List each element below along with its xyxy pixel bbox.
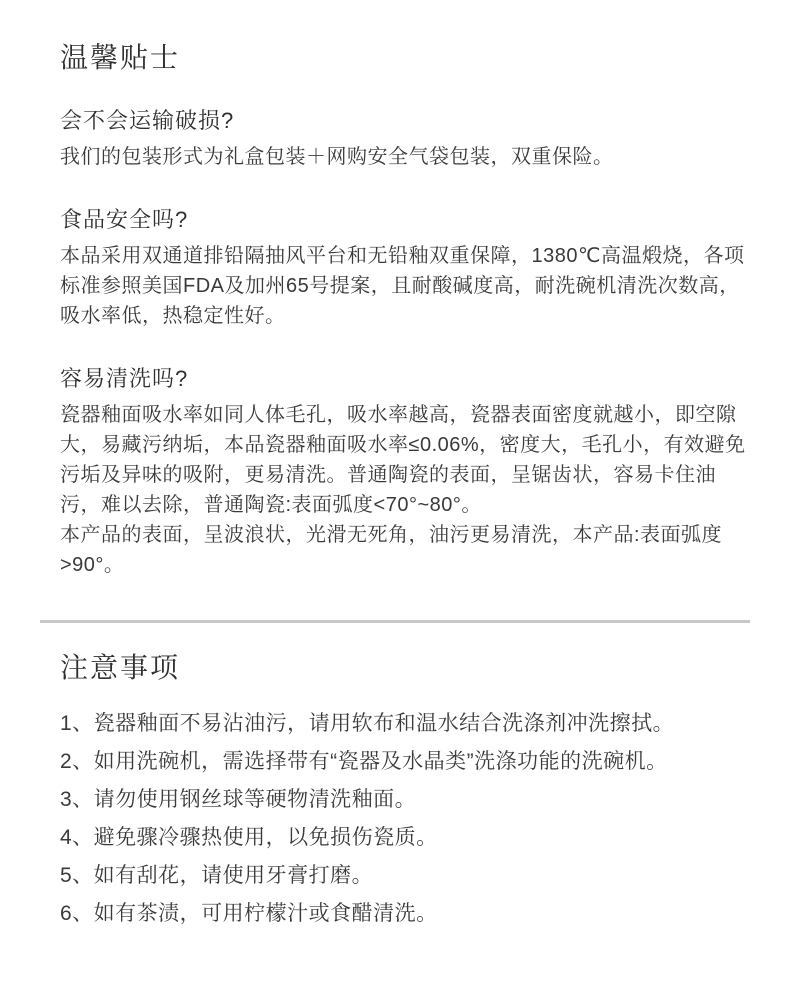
qa-food-safety-question: 食品安全吗? [60,207,189,232]
notice-item-3: 3、请勿使用钢丝球等硬物清洗釉面。 [60,788,417,811]
qa-easy-clean-answer-1: 瓷器釉面吸水率如同人体毛孔，吸水率越高，瓷器表面密度就越小，即空隙大，易藏污纳垢，本品瓷器釉面吸水率≤0.06%，密度大，毛孔小，有效避免污垢及异味的吸附，更易清洗。普通陶瓷的表面，呈锯齿状，容易卡住油污，难以去除，普通陶瓷:表面弧度<70°~80°。 [60,404,746,516]
qa-easy-clean-question: 容易清洗吗? [60,366,189,391]
qa-food-safety [60,207,746,331]
tips-title: 温馨贴士 [60,42,181,73]
qa-shipping-answer: 我们的包装形式为礼盒包装＋网购安全气袋包装，双重保险。 [60,146,614,168]
qa-food-safety-answer: 本品采用双通道排铅隔抽风平台和无铅釉双重保障，1380℃高温煅烧，各项标准参照美国FDA及加州65号提案，且耐酸碱度高，耐洗碗机清洗次数高，吸水率低，热稳定性好。 [60,245,745,327]
notice-item-1: 1、瓷器釉面不易沾油污，请用软布和温水结合洗涤剂冲洗擦拭。 [60,712,675,735]
notice-title: 注意事项 [60,652,181,683]
notice-list [60,705,746,933]
notice-item-6: 6、如有茶渍，可用柠檬汁或食醋清洗。 [60,902,438,925]
qa-shipping [60,108,746,172]
qa-easy-clean [60,366,746,580]
qa-easy-clean-answer-2: 本产品的表面，呈波浪状，光滑无死角，油污更易清洗，本产品:表面弧度>90°。 [60,524,723,576]
notice-section [0,623,790,933]
notice-item-5: 5、如有刮花，请使用牙膏打磨。 [60,864,374,887]
notice-item-4: 4、避免骤冷骤热使用，以免损伤瓷质。 [60,826,438,849]
notice-item-2: 2、如用洗碗机，需选择带有“瓷器及水晶类”洗涤功能的洗碗机。 [60,750,668,773]
qa-shipping-question: 会不会运输破损? [60,108,235,133]
